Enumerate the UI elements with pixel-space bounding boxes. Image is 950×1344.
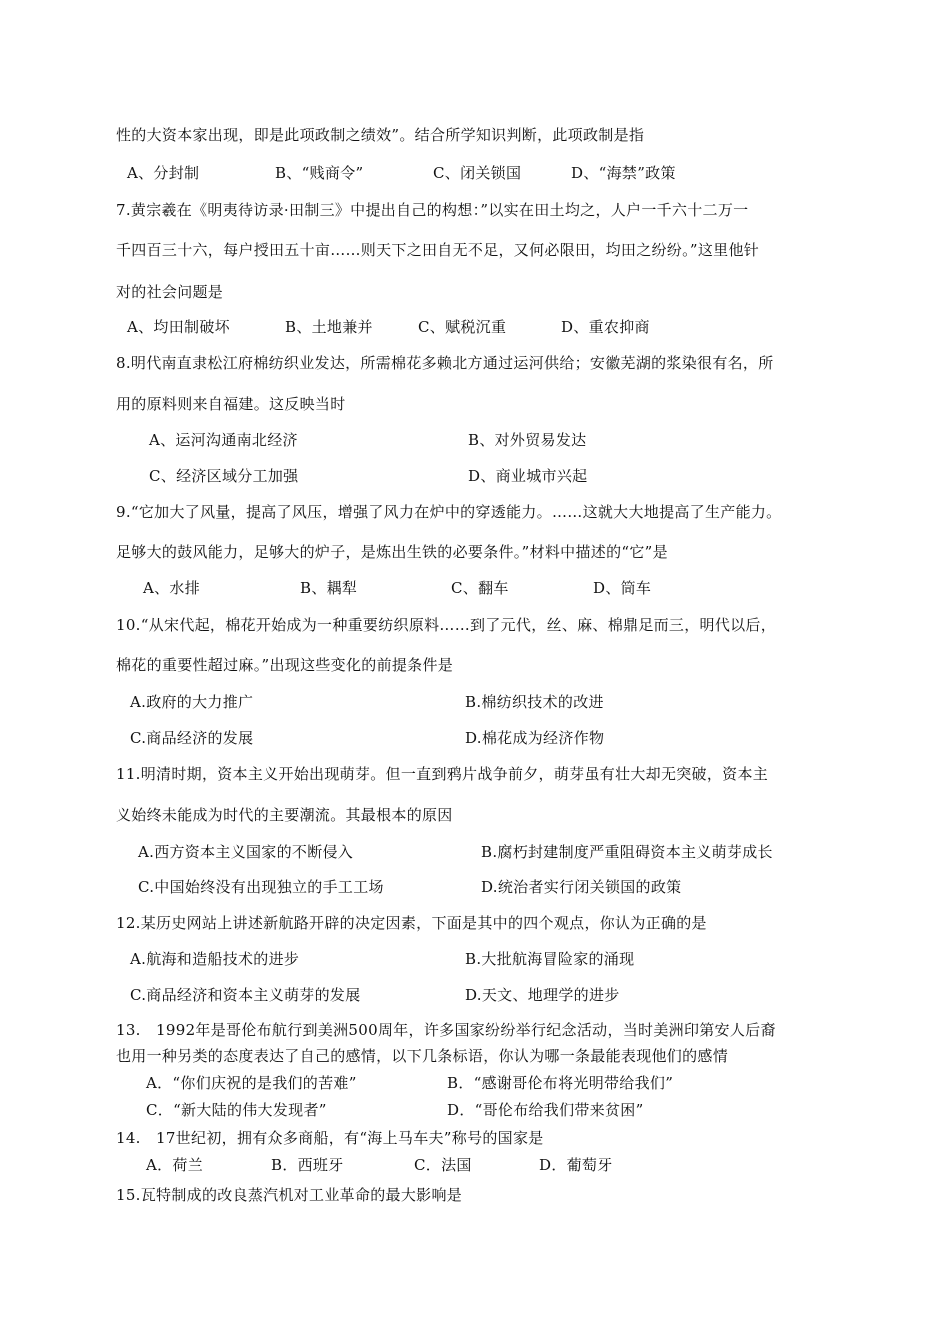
q15-line-1: 15.瓦特制成的改良蒸汽机对工业革命的最大影响是 xyxy=(116,1186,463,1204)
q6-option-b: B、“贱商令” xyxy=(275,164,364,182)
q10-line-1: 10.“从宋代起，棉花开始成为一种重要纺织原料……到了元代，丝、麻、棉鼎足而三，明代以后， xyxy=(116,616,777,634)
q12-option-c: C.商品经济和资本主义萌芽的发展 xyxy=(130,986,361,1004)
q13-line-2: 也用一种另类的态度表达了自己的感情，以下几条标语，你认为哪一条最能表现他们的感情 xyxy=(116,1047,729,1065)
q14-option-d: D．葡萄牙 xyxy=(539,1156,613,1174)
q9-line-1: 9.“它加大了风量，提高了风压，增强了风力在炉中的穿透能力。……这就大大地提高了生产能力。 xyxy=(116,503,782,521)
q11-option-a: A.西方资本主义国家的不断侵入 xyxy=(138,843,354,861)
q12-option-b: B.大批航海冒险家的涌现 xyxy=(465,950,635,968)
q7-option-b: B、土地兼并 xyxy=(285,318,373,336)
intro-line: 性的大资本家出现，即是此项政制之绩效”。结合所学知识判断，此项政制是指 xyxy=(116,126,645,144)
q7-option-d: D、重农抑商 xyxy=(561,318,650,336)
q11-option-c: C.中国始终没有出现独立的手工工场 xyxy=(138,878,384,896)
q7-line-3: 对的社会问题是 xyxy=(116,283,224,301)
q6-option-a: A、分封制 xyxy=(127,164,200,182)
q7-option-c: C、赋税沉重 xyxy=(418,318,507,336)
q10-option-d: D.棉花成为经济作物 xyxy=(465,729,605,747)
q11-option-b: B.腐朽封建制度严重阻碍资本主义萌芽成长 xyxy=(481,843,773,861)
q13-option-a: A．“你们庆祝的是我们的苦难” xyxy=(146,1074,357,1092)
q11-option-d: D.统治者实行闭关锁国的政策 xyxy=(481,878,682,896)
q14-option-b: B．西班牙 xyxy=(271,1156,344,1174)
q10-line-2: 棉花的重要性超过麻。”出现这些变化的前提条件是 xyxy=(116,656,454,674)
q8-option-a: A、运河沟通南北经济 xyxy=(149,431,298,449)
q12-option-d: D.天文、地理学的进步 xyxy=(465,986,620,1004)
q8-line-2: 用的原料则来自福建。这反映当时 xyxy=(116,395,346,413)
q8-option-b: B、对外贸易发达 xyxy=(468,431,587,449)
q14-line-1: 14. 17世纪初，拥有众多商船，有“海上马车夫”称号的国家是 xyxy=(116,1129,544,1147)
q14-option-c: C．法国 xyxy=(414,1156,472,1174)
q9-option-c: C、翻车 xyxy=(451,579,509,597)
q14-option-a: A．荷兰 xyxy=(146,1156,204,1174)
q8-option-c: C、经济区域分工加强 xyxy=(149,467,299,485)
q13-option-b: B．“感谢哥伦布将光明带给我们” xyxy=(447,1074,674,1092)
q7-line-1: 7.黄宗羲在《明夷待访录·田制三》中提出自己的构想：”以实在田土均之，人户一千六十二万一 xyxy=(116,201,749,219)
q13-line-1: 13. 1992年是哥伦布航行到美洲500周年，许多国家纷纷举行纪念活动，当时美洲印第安人后裔 xyxy=(116,1021,776,1039)
q9-option-b: B、耦犁 xyxy=(300,579,358,597)
q6-option-c: C、闭关锁国 xyxy=(433,164,522,182)
q12-line-1: 12.某历史网站上讲述新航路开辟的决定因素，下面是其中的四个观点，你认为正确的是 xyxy=(116,914,707,932)
q10-option-a: A.政府的大力推广 xyxy=(130,693,254,711)
q6-option-d: D、“海禁”政策 xyxy=(571,164,676,182)
q9-option-d: D、筒车 xyxy=(593,579,652,597)
q13-option-d: D．“哥伦布给我们带来贫困” xyxy=(447,1101,644,1119)
q11-line-1: 11.明清时期，资本主义开始出现萌芽。但一直到鸦片战争前夕，萌芽虽有壮大却无突破，资本主 xyxy=(116,765,769,783)
q10-option-c: C.商品经济的发展 xyxy=(130,729,254,747)
q10-option-b: B.棉纺织技术的改进 xyxy=(465,693,604,711)
q7-option-a: A、均田制破坏 xyxy=(127,318,230,336)
q11-line-2: 义始终未能成为时代的主要潮流。其最根本的原因 xyxy=(116,806,453,824)
q9-option-a: A、水排 xyxy=(143,579,201,597)
q7-line-2: 千四百三十六，每户授田五十亩……则天下之田自无不足，又何必限田，均田之纷纷。”这里他针 xyxy=(116,241,760,259)
q9-line-2: 足够大的鼓风能力，足够大的炉子，是炼出生铁的必要条件。”材料中描述的“它”是 xyxy=(116,543,668,561)
q8-line-1: 8.明代南直隶松江府棉纺织业发达，所需棉花多赖北方通过运河供给；安徽芜湖的浆染很有名，所 xyxy=(116,354,774,372)
q12-option-a: A.航海和造船技术的进步 xyxy=(130,950,300,968)
q13-option-c: C．“新大陆的伟大发现者” xyxy=(146,1101,327,1119)
q8-option-d: D、商业城市兴起 xyxy=(468,467,588,485)
